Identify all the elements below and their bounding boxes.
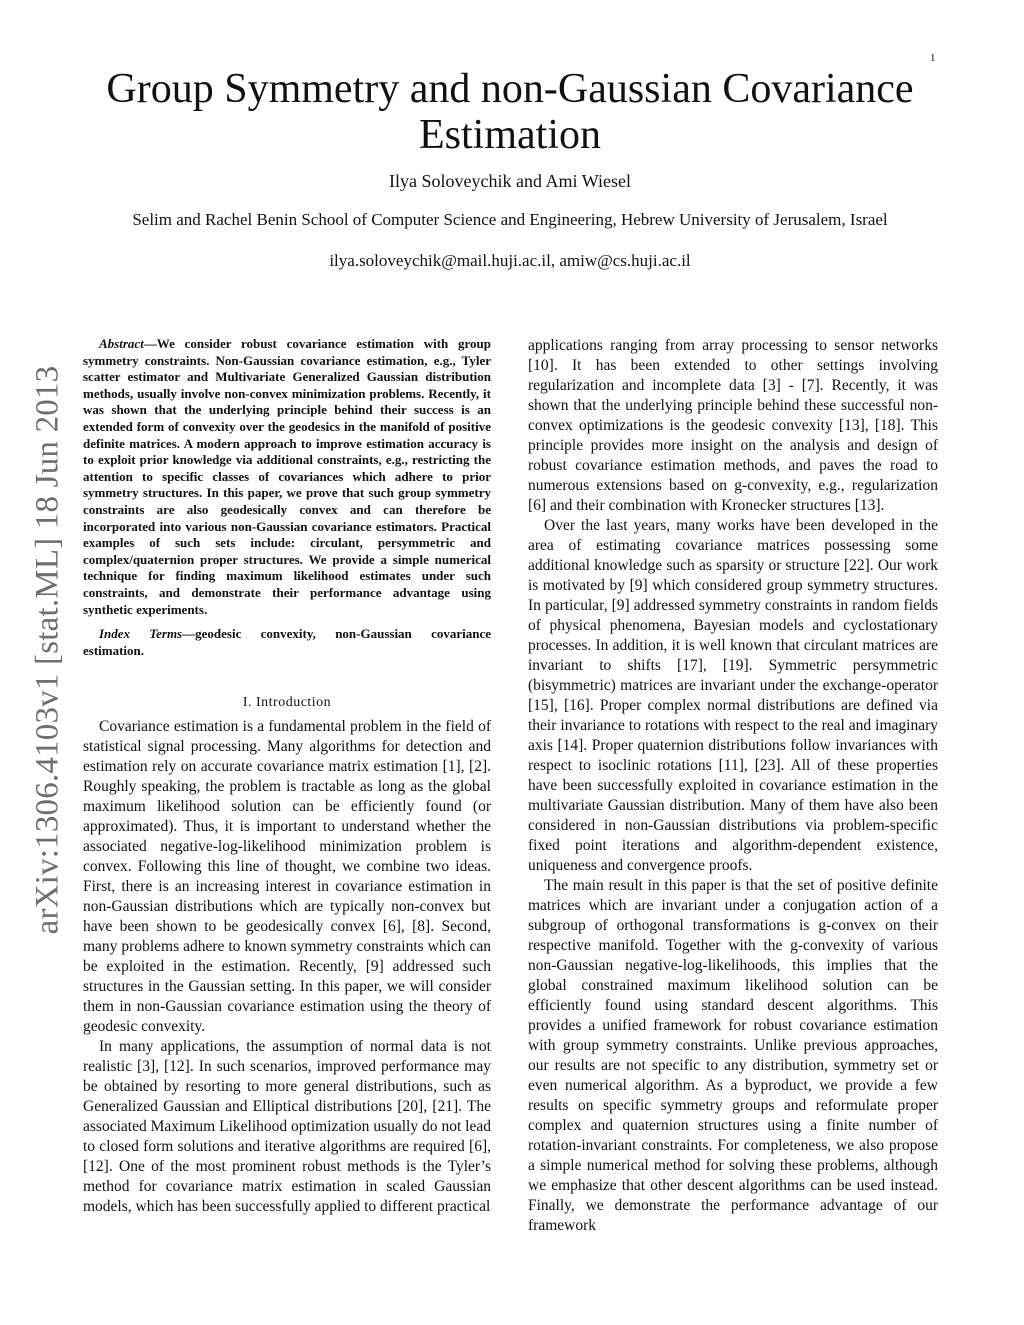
author-affiliation: Selim and Rachel Benin School of Computer Science and Engineering, Hebrew University of Jerusalem, Israel: [132, 210, 888, 229]
paper-authors: Ilya Soloveychik and Ami Wiesel: [389, 171, 631, 191]
left-column: [83, 336, 491, 1217]
paragraph: In many applications, the assumption of normal data is not realistic [3], [12]. In such scenarios, improved performance may be obtained by resorting to more general distributions, such as Generalized Gaussian and Elliptical distributions [20], [21]. The associated Maximum Likelihood optimization usually do not lead to closed form solutions and iterative algorithms are required [6], [12]. One of the most prominent robust methods is the Tyler’s method for covariance matrix estimation in scaled Gaussian models, which has been successfully applied to different practical: [83, 1038, 491, 1216]
abstract-label: Abstract: [99, 336, 144, 351]
abstract-text: —We consider robust covariance estimation with group symmetry constraints. Non-Gaussian covariance estimation, e.g., Tyler scatter estimator and Multivariate Generalized Gaussian distribution methods, usually involve non-convex minimization problems. Recently, it was shown that the underlying principle behind their success is an extended form of convexity over the geodesics in the manifold of positive definite matrices. A modern approach to improve estimation accuracy is to exploit prior knowledge via additional constraints, e.g., restricting the attention to specific classes of covariances which adhere to prior symmetry structures. In this paper, we prove that such group symmetry constraints are also geodesically convex and can therefore be incorporated into various non-Gaussian covariance estimators. Practical examples of such sets include: circulant, persymmetric and complex/quaternion proper structures. We provide a simple numerical technique for finding maximum likelihood estimates under such constraints, and demonstrate their performance advantage using synthetic experiments.: [83, 336, 491, 617]
paragraph: Covariance estimation is a fundamental problem in the field of statistical signal processing. Many algorithms for detection and estimation rely on accurate covariance matrix estimation [1], [2]. Roughly speaking, the problem is tractable as long as the global maximum likelihood solution can be efficiently found (or approximated). Thus, it is important to understand whether the associated negative-log-likelihood minimization problem is convex. Following this line of thought, we combine two ideas. First, there is an increasing interest in covariance estimation in non-Gaussian distributions which are typically non-convex but have been shown to be geodesically convex [6], [8]. Second, many problems adhere to known symmetry constraints which can be exploited in the estimation. Recently, [9] addressed such structures in the Gaussian setting. In this paper, we will consider them in non-Gaussian covariance estimation using the theory of geodesic convexity.: [83, 718, 491, 1036]
page-number: 1: [930, 52, 936, 64]
right-column: [528, 336, 938, 1236]
index-terms-text: —geodesic convexity, non-Gaussian covariance estimation.: [83, 626, 492, 658]
paragraph: applications ranging from array processing to sensor networks [10]. It has been extended to other settings involving regularization and incomplete data [3] - [7]. Recently, it was shown that the underlying principle behind these successful non-convex optimizations is the geodesic convexity [13], [18]. This principle provides more insight on the analysis and design of robust covariance estimation methods, and paves the road to numerous extensions based on g-convexity, e.g., regularization [6] and their combination with Kronecker structures [13].: [528, 337, 938, 514]
section-heading-introduction: I. Introduction: [242, 695, 332, 711]
paper-title: Group Symmetry and non-Gaussian Covariance Estimation: [106, 66, 914, 158]
arxiv-identifier: arXiv:1306.4103v1 [stat.ML] 18 Jun 2013: [29, 365, 66, 935]
abstract: [83, 336, 491, 618]
paragraph: Over the last years, many works have been developed in the area of estimating covariance matrices possessing some additional knowledge such as sparsity or structure [22]. Our work is motivated by [9] which considered group symmetry structures. In particular, [9] addressed symmetry constraints in random fields of physical phenomena, Bayesian models and cyclostationary processes. In addition, it is well known that circulant matrices are invariant to shifts [17], [19]. Symmetric persymmetric (bisymmetric) matrices are invariant under the exchange-operator [15], [16]. Proper complex normal distributions are defined via their invariance to rotations with respect to the real and imaginary axis [14]. Proper quaternion distributions follow invariances with respect to isoclinic rotations [11], [23]. All of these properties have been successfully exploited in covariance estimation in the multivariate Gaussian distribution. Many of them have also been considered in non-Gaussian distributions via problem-specific fixed point iterations and algorithm-dependent existence, uniqueness and convergence proofs.: [528, 517, 938, 874]
author-emails: ilya.soloveychik@mail.huji.ac.il, amiw@cs.huji.ac.il: [329, 251, 691, 270]
index-terms: [83, 626, 491, 659]
paragraph: The main result in this paper is that the set of positive definite matrices which are invariant under a conjugation action of a subgroup of orthogonal transformations is g-convex on their respective manifold. Together with the g-convexity of various non-Gaussian negative-log-likelihoods, this implies that the global constrained maximum likelihood solution can be efficiently found using standard descent algorithms. This provides a unified framework for robust covariance estimation with group symmetry constraints. Unlike previous approaches, our results are not specific to any distribution, symmetry set or even numerical algorithm. As a byproduct, we provide a few results on specific symmetry groups and reformulate proper complex and quaternion structures using a finite number of rotation-invariant constraints. For completeness, we also propose a simple numerical method for solving these problems, although we emphasize that other descent algorithms can be used instead. Finally, we demonstrate the performance advantage of our framework: [528, 877, 938, 1234]
index-terms-label: Index Terms: [99, 626, 183, 642]
